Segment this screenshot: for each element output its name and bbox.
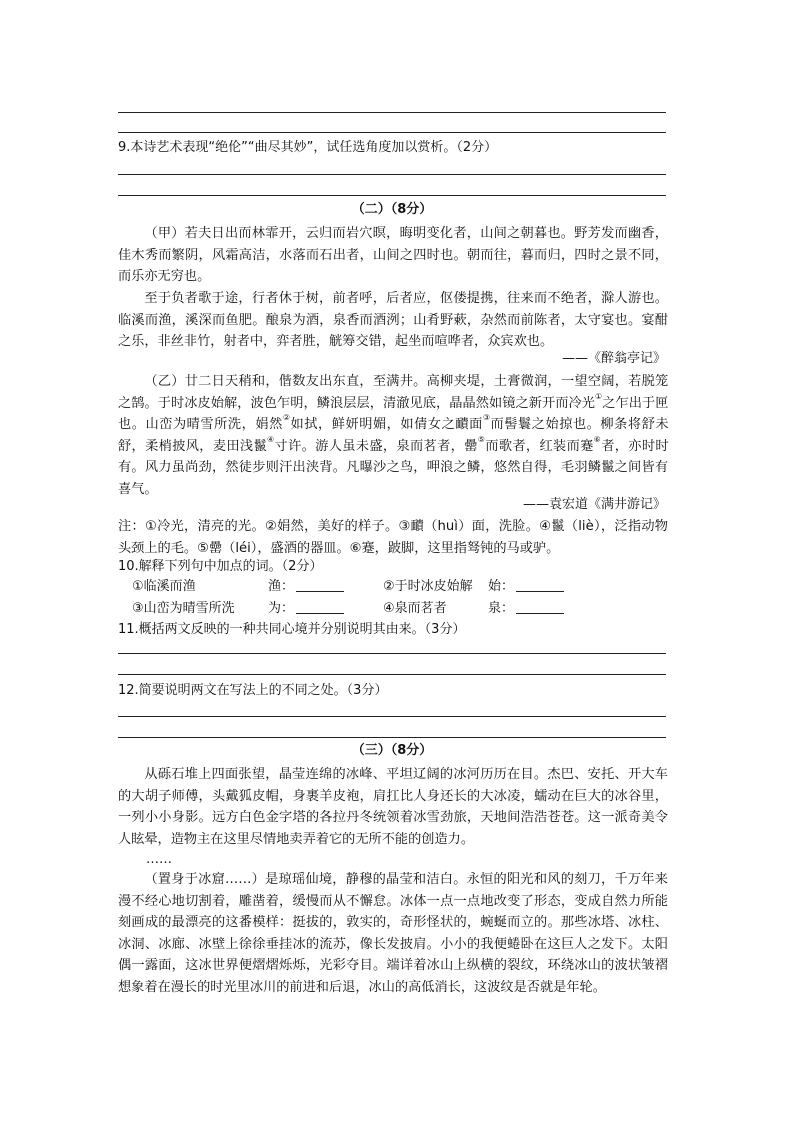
annotation-notes: 注：①冷光，清亮的光。②娟然，美好的样子。③靧（huì）面，洗脸。④鬣（liè），泛指动物头颈上的毛。⑤罍（léi），盛酒的器皿。⑥蹇，跛脚，这里指驽钝的马或驴。 <box>118 519 668 556</box>
passage-jia-paragraph-2: 至于负者歌于途，行者休于树，前者呼，后者应，伛偻提携，往来而不绝者，滁人游也。临溪而渔，溪深而鱼肥。酿泉为酒，泉香而酒洌；山肴野蔌，杂然而前陈者，太守宴也。宴酣之乐，非丝非竹，射者中，弈者胜，觥筹交错，起坐而喧哗者，众宾欢也。 <box>118 291 668 350</box>
question-10-items <box>118 576 668 620</box>
q10-phrase-3: ③山峦为晴雪所洗 <box>132 601 235 616</box>
answer-line[interactable] <box>118 716 666 717</box>
passage-3-paragraph-2: （置身于冰窟……）是琼瑶仙境，静穆的晶莹和洁白。永恒的阳光和风的刻刀，千万年来漫不经心地切割着，雕凿着，缓慢而从不懈怠。冰体一点一点地改变了形态，变成自然力所能刻画成的最漂亮的这番模样：挺拔的，敦实的，奇形怪状的，蜿蜒而立的。那些冰塔、冰柱、冰洞、冰廊、冰壁上徐徐垂挂冰的流苏，像长发披肩。小小的我便蜷卧在这巨人之发下。太阳偶一露面，这冰世界便熠熠烁烁，光彩夺目。端详着冰山上纵横的裂纹，环绕冰山的波状皱褶想象着在漫长的时光里冰川的前进和后退，冰山的高低消长，这波纹是否就是年轮。 <box>118 872 668 995</box>
answer-line[interactable] <box>118 195 666 196</box>
ellipsis: …… <box>146 852 172 867</box>
q10-blank-3[interactable] <box>296 601 344 614</box>
question-12: 12.简要说明两文在写法上的不同之处。（3分） <box>118 683 388 698</box>
q10-phrase-2: ②于时冰皮始解 <box>383 579 473 594</box>
answer-line[interactable] <box>118 737 666 738</box>
question-10: 10.解释下列句中加点的词。（2分） <box>118 559 323 574</box>
answer-line[interactable] <box>118 112 666 113</box>
section-2-title: （二）（8分） <box>351 202 433 217</box>
answer-line[interactable] <box>118 174 666 175</box>
passage-jia-paragraph-1: （甲）若夫日出而林霏开，云归而岩穴暝，晦明变化者，山间之朝暮也。野芳发而幽香，佳木秀而繁阴，风霜高洁，水落而石出者，山间之四时也。朝而往，暮而归，四时之景不同，而乐亦无穷也。 <box>118 226 668 285</box>
q10-phrase-4: ④泉而茗者 <box>383 601 447 616</box>
q10-word-2: 始： <box>488 579 515 594</box>
passage-3-paragraph-1: 从砾石堆上四面张望，晶莹连绵的冰峰、平坦辽阔的冰河历历在目。杰巴、安托、开大车的大胡子师傅，头戴狐皮帽，身裹羊皮袍，肩扛比人身还长的大冰凌，蠕动在巨大的冰谷里，一列小小身影。远方白色金字塔的各拉丹冬统领着冰雪劲旅，天地间浩浩苍苍。这一派奇美令人眩晕，造物主在这里尽情地卖弄着它的无所不能的创造力。 <box>118 767 668 847</box>
answer-line[interactable] <box>118 132 666 133</box>
q10-word-4: 泉： <box>488 601 515 616</box>
section-3-title: （三）（8分） <box>351 743 433 758</box>
passage-yi-source: ——袁宏道《满井游记》 <box>522 497 666 512</box>
q10-blank-2[interactable] <box>516 579 564 592</box>
q10-blank-1[interactable] <box>296 579 344 592</box>
question-11: 11.概括两文反映的一种共同心境并分别说明其由来。（3分） <box>118 622 466 637</box>
question-9: 9.本诗艺术表现“绝伦”“曲尽其妙”，试任选角度加以赏析。（2分） <box>118 140 498 155</box>
q10-word-3: 为： <box>268 601 295 616</box>
q10-word-1: 渔： <box>268 579 295 594</box>
passage-yi-paragraph: （乙）廿二日天稍和，偕数友出东直，至满井。高柳夹堤，土膏微润，一望空阔，若脱笼之鹄。于时冰皮始解，波色乍明，鳞浪层层，清澈见底，晶晶然如镜之新开而冷光①之乍出于匣也。山峦为晴雪所洗，娟然②如拭，鲜妍明媚，如倩女之靧面③而髻鬟之始掠也。柳条将舒未舒，柔梢披风，麦田浅鬣④寸许。游人虽未盛，泉而茗者，罍⑤而歌者，红装而蹇⑥者，亦时时有。风力虽尚劲，然徒步则汗出浃背。凡曝沙之鸟，呷浪之鳞，悠然自得，毛羽鳞鬣之间皆有喜气。 <box>118 374 669 497</box>
answer-line[interactable] <box>118 653 666 654</box>
q10-blank-4[interactable] <box>516 601 564 614</box>
q10-phrase-1: ①临溪而渔 <box>132 579 196 594</box>
answer-line[interactable] <box>118 674 666 675</box>
passage-jia-source: ——《醉翁亭记》 <box>561 351 666 366</box>
